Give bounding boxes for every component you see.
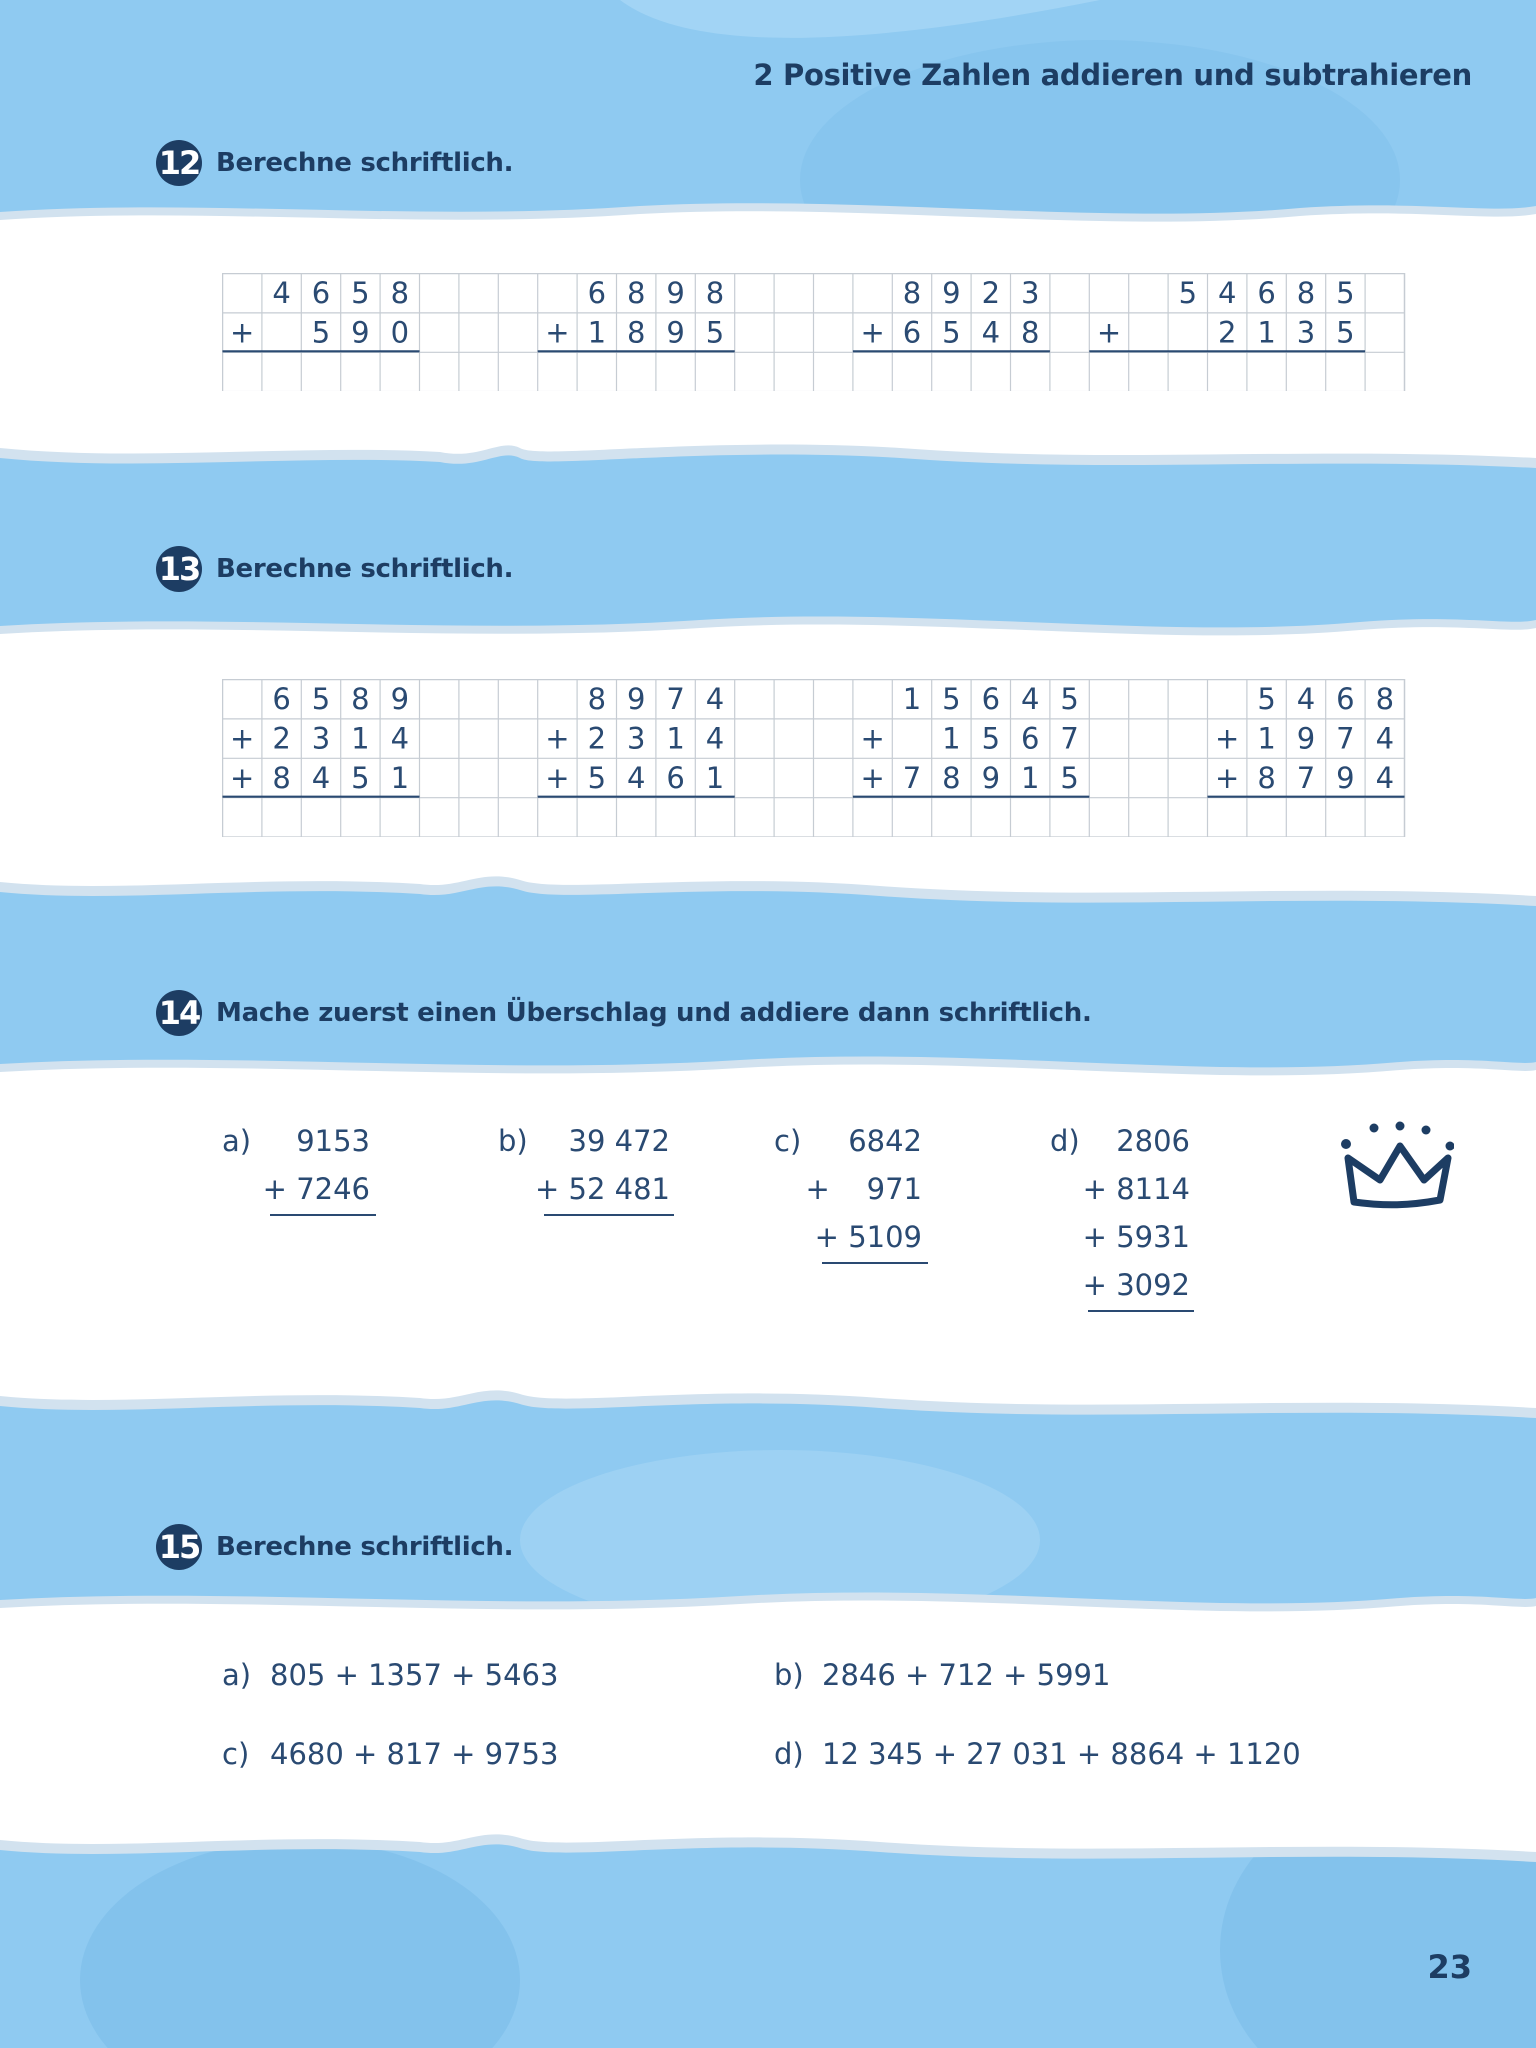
digit: 8 bbox=[1296, 276, 1316, 311]
digit: 5 bbox=[351, 761, 370, 795]
digit: 7 bbox=[1296, 761, 1316, 795]
plus-sign: + bbox=[545, 315, 570, 350]
digit: 4 bbox=[981, 315, 1001, 350]
digit: 1 bbox=[351, 721, 370, 756]
digit: 8 bbox=[626, 315, 646, 350]
digit: 3 bbox=[311, 721, 331, 756]
expression: 12 345 + 27 031 + 8864 + 1120 bbox=[822, 1737, 1301, 1771]
expression: 4680 + 817 + 9753 bbox=[270, 1737, 559, 1771]
digit: 1 bbox=[666, 721, 685, 756]
digit: 9 bbox=[666, 276, 685, 311]
digit: 6 bbox=[1257, 276, 1276, 311]
digit: 5 bbox=[1060, 761, 1079, 795]
addend: + 8114 bbox=[1082, 1172, 1190, 1206]
digit: 4 bbox=[1217, 276, 1237, 311]
task-13-grid bbox=[222, 679, 1406, 837]
digit: 9 bbox=[351, 315, 370, 350]
digit: 2 bbox=[587, 721, 607, 756]
digit: 6 bbox=[311, 276, 331, 311]
digit: 4 bbox=[311, 761, 331, 795]
task-15-item-b bbox=[774, 1658, 1110, 1692]
digit: 5 bbox=[1060, 682, 1079, 717]
digit: 5 bbox=[351, 276, 370, 311]
task-14-header bbox=[156, 990, 1092, 1036]
digit: 6 bbox=[666, 761, 685, 795]
task-number-badge: 14 bbox=[156, 990, 202, 1036]
digit: 1 bbox=[902, 682, 922, 717]
digit: 7 bbox=[1336, 721, 1355, 756]
task-instruction: Berechne schriftlich. bbox=[216, 554, 514, 584]
digit: 8 bbox=[902, 276, 922, 311]
item-label: d) bbox=[1050, 1124, 1080, 1158]
addend: 6842 bbox=[848, 1124, 922, 1158]
digit: 4 bbox=[626, 761, 646, 795]
addend: + 52 481 bbox=[535, 1172, 670, 1206]
digit: 6 bbox=[1020, 721, 1040, 756]
digit: 3 bbox=[1020, 276, 1040, 311]
plus-sign: + bbox=[860, 761, 885, 795]
digit: 9 bbox=[666, 315, 685, 350]
digit: 9 bbox=[1336, 761, 1355, 795]
digit: 0 bbox=[390, 315, 410, 350]
digit: 9 bbox=[626, 682, 646, 717]
sum-line bbox=[544, 1214, 674, 1216]
digit: 2 bbox=[1217, 315, 1237, 350]
task-15-item-c bbox=[222, 1737, 558, 1771]
digit: 1 bbox=[587, 315, 607, 350]
digit: 5 bbox=[1257, 682, 1276, 717]
digit: 5 bbox=[1336, 276, 1355, 311]
digit: 5 bbox=[942, 682, 961, 717]
digit: 4 bbox=[705, 682, 725, 717]
digit: 2 bbox=[272, 721, 291, 756]
digit: 6 bbox=[272, 682, 291, 717]
digit: 6 bbox=[587, 276, 607, 311]
digit: 1 bbox=[390, 761, 410, 795]
item-label: b) bbox=[774, 1658, 804, 1692]
digit: 3 bbox=[1296, 315, 1316, 350]
plus-sign: + bbox=[860, 315, 885, 350]
plus-sign: + bbox=[1215, 721, 1240, 756]
digit: 5 bbox=[311, 682, 331, 717]
addend: + 3092 bbox=[1082, 1268, 1190, 1302]
digit: 8 bbox=[705, 276, 725, 311]
item-label: c) bbox=[774, 1124, 802, 1158]
task-instruction: Berechne schriftlich. bbox=[216, 1532, 514, 1562]
digit: 7 bbox=[1060, 721, 1079, 756]
digit: 1 bbox=[1257, 721, 1276, 756]
task-15-header bbox=[156, 1524, 513, 1570]
digit: 8 bbox=[272, 761, 291, 795]
digit: 4 bbox=[272, 276, 291, 311]
item-label: a) bbox=[222, 1658, 252, 1692]
digit: 5 bbox=[705, 315, 725, 350]
item-label: a) bbox=[222, 1124, 252, 1158]
digit: 1 bbox=[942, 721, 961, 756]
task-15-item-d bbox=[774, 1737, 1301, 1771]
page-number: 23 bbox=[1427, 1948, 1472, 1986]
digit: 2 bbox=[981, 276, 1001, 311]
digit: 4 bbox=[705, 721, 725, 756]
expression: 2846 + 712 + 5991 bbox=[822, 1658, 1111, 1692]
digit: 3 bbox=[626, 721, 646, 756]
sum-line bbox=[822, 1262, 928, 1264]
crown-icon bbox=[1338, 1120, 1454, 1216]
item-label: c) bbox=[222, 1737, 250, 1771]
task-instruction: Mache zuerst einen Überschlag und addiere dann schriftlich. bbox=[216, 998, 1092, 1028]
digit: 8 bbox=[587, 682, 607, 717]
plus-sign: + bbox=[545, 721, 570, 756]
expression: 805 + 1357 + 5463 bbox=[270, 1658, 559, 1692]
digit: 5 bbox=[942, 315, 961, 350]
digit: 1 bbox=[1020, 761, 1040, 795]
addend: + 971 bbox=[805, 1172, 922, 1206]
plus-sign: + bbox=[860, 721, 885, 756]
digit: 8 bbox=[626, 276, 646, 311]
sum-line bbox=[1088, 1310, 1194, 1312]
digit: 5 bbox=[981, 721, 1001, 756]
digit: 9 bbox=[390, 682, 410, 717]
task-number-badge: 15 bbox=[156, 1524, 202, 1570]
task-12-grid bbox=[222, 273, 1406, 391]
digit: 8 bbox=[1375, 682, 1395, 717]
plus-sign: + bbox=[545, 761, 570, 795]
chapter-title: 2 Positive Zahlen addieren und subtrahieren bbox=[753, 58, 1472, 92]
digit: 8 bbox=[1257, 761, 1276, 795]
item-label: d) bbox=[774, 1737, 804, 1771]
digit: 1 bbox=[705, 761, 725, 795]
digit: 9 bbox=[981, 761, 1001, 795]
digit: 5 bbox=[1336, 315, 1355, 350]
digit: 8 bbox=[390, 276, 410, 311]
plus-sign: + bbox=[230, 761, 255, 795]
digit: 6 bbox=[1336, 682, 1355, 717]
plus-sign: + bbox=[230, 721, 255, 756]
digit: 8 bbox=[1020, 315, 1040, 350]
plus-sign: + bbox=[1096, 315, 1122, 350]
digit: 9 bbox=[1296, 721, 1316, 756]
item-label: b) bbox=[498, 1124, 528, 1158]
digit: 6 bbox=[902, 315, 922, 350]
plus-sign: + bbox=[1215, 761, 1240, 795]
digit: 5 bbox=[587, 761, 607, 795]
addend: + 5109 bbox=[814, 1220, 922, 1254]
digit: 4 bbox=[390, 721, 410, 756]
task-13-header bbox=[156, 546, 513, 592]
digit: 9 bbox=[942, 276, 961, 311]
task-12-header bbox=[156, 140, 513, 186]
task-number-badge: 12 bbox=[156, 140, 202, 186]
digit: 5 bbox=[311, 315, 331, 350]
digit: 4 bbox=[1375, 761, 1395, 795]
sum-line bbox=[270, 1214, 376, 1216]
task-15-item-a bbox=[222, 1658, 558, 1692]
digit: 5 bbox=[1178, 276, 1198, 311]
addend: 9153 bbox=[296, 1124, 370, 1158]
digit: 8 bbox=[942, 761, 961, 795]
digit: 7 bbox=[666, 682, 685, 717]
addend: 2806 bbox=[1116, 1124, 1190, 1158]
digit: 7 bbox=[902, 761, 922, 795]
addend: + 5931 bbox=[1082, 1220, 1190, 1254]
digit: 4 bbox=[1375, 721, 1395, 756]
digit: 6 bbox=[981, 682, 1001, 717]
digit: 1 bbox=[1257, 315, 1276, 350]
addend: + 7246 bbox=[262, 1172, 370, 1206]
plus-sign: + bbox=[230, 315, 255, 350]
digit: 4 bbox=[1296, 682, 1316, 717]
digit: 8 bbox=[351, 682, 370, 717]
digit: 4 bbox=[1020, 682, 1040, 717]
addend: 39 472 bbox=[568, 1124, 670, 1158]
task-instruction: Berechne schriftlich. bbox=[216, 148, 514, 178]
task-number-badge: 13 bbox=[156, 546, 202, 592]
